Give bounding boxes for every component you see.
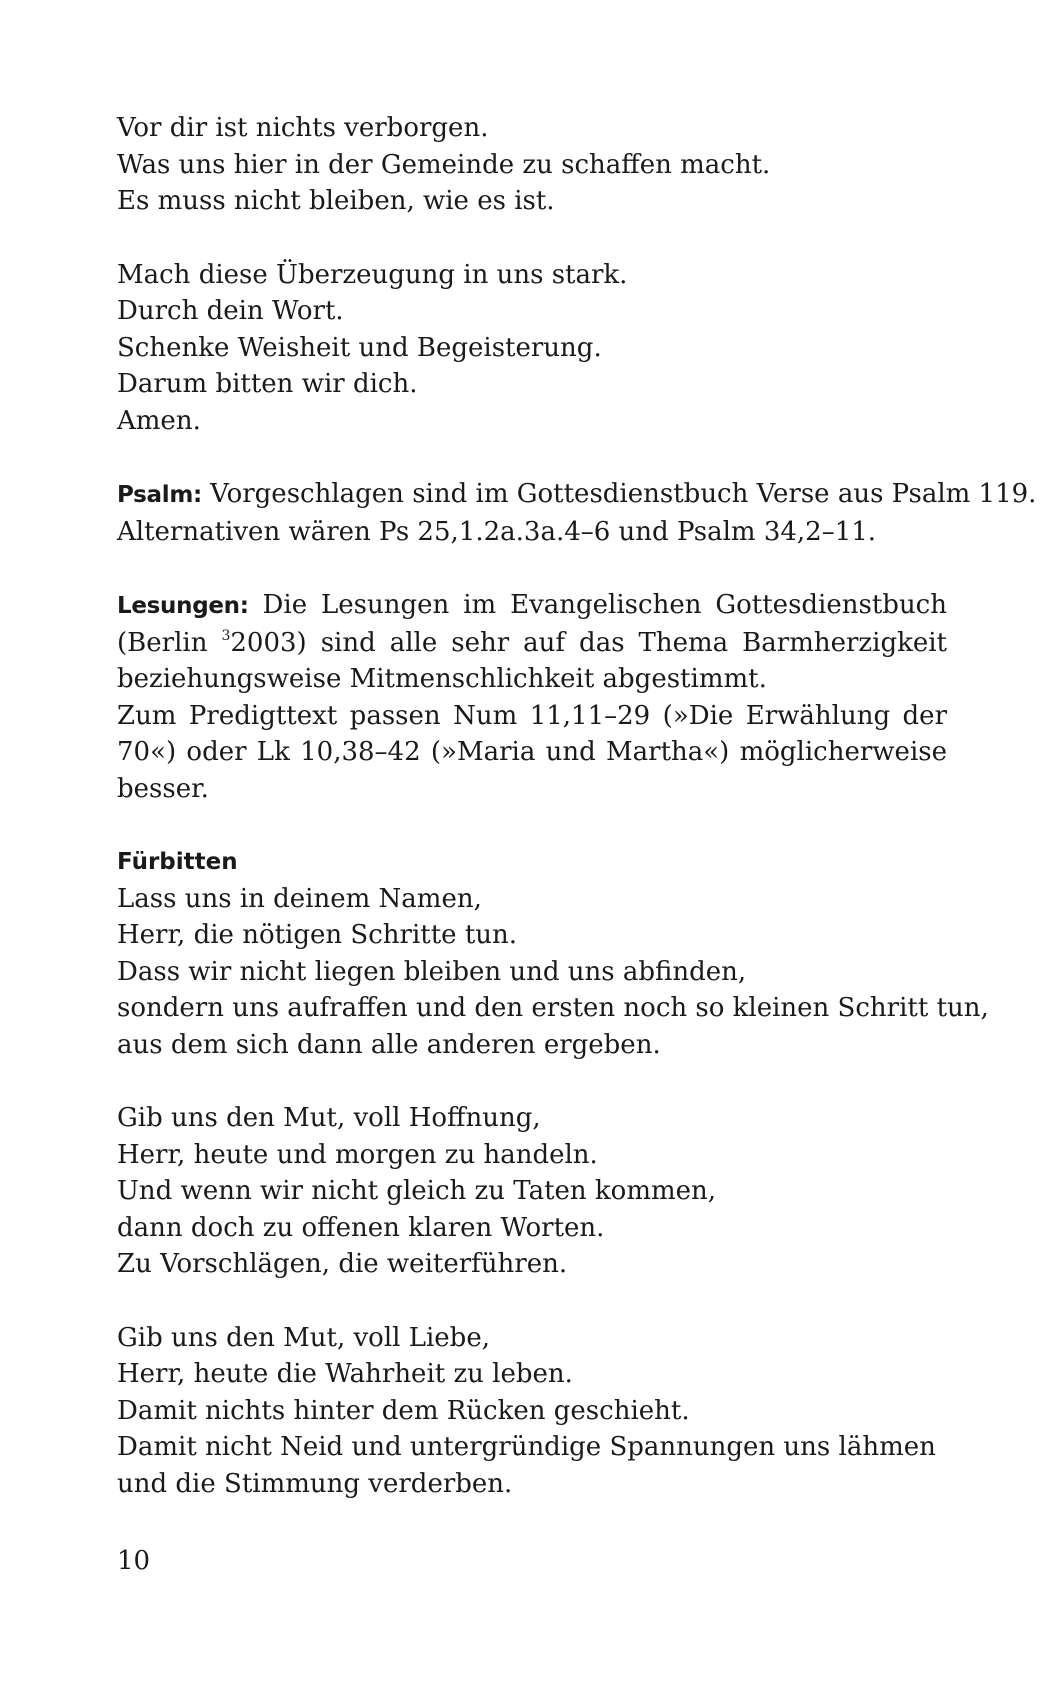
prayer-stanza-2: [117, 257, 947, 440]
fuerbitten-line: Gib uns den Mut, voll Hoffnung,: [117, 1103, 541, 1133]
lesungen-paragraph-2: Zum Predigttext passen Num 11,11–29 (»Die Erwählung der 70«) oder Lk 10,38–42 (»Maria und Martha«) möglicherweise besser.: [117, 700, 947, 804]
lesungen-paragraph-1: [117, 587, 947, 698]
prayer-stanza-1: [117, 110, 947, 220]
psalm-text: Vorgeschlagen sind im Gottesdienstbuch Verse aus Psalm 119.: [201, 479, 1037, 509]
fuerbitten-heading: Fürbitten: [117, 849, 238, 875]
fuerbitten-line: Lass uns in deinem Namen,: [117, 883, 482, 914]
fuerbitten-line: Dass wir nicht liegen bleiben und uns abfinden,: [117, 956, 747, 987]
fuerbitten-line: Damit nichts hinter dem Rücken geschieht.: [117, 1395, 690, 1426]
fuerbitten-line: Gib uns den Mut, voll Liebe,: [117, 1322, 490, 1353]
fuerbitten-line: und die Stimmung verderben.: [117, 1468, 513, 1499]
fuerbitten-stanza-1: [117, 881, 989, 1064]
fuerbitten-line: sondern uns aufraffen und den ersten noch so kleinen Schritt tun,: [117, 993, 989, 1023]
prayer-line: Schenke Weisheit und Begeisterung.: [117, 332, 602, 363]
prayer-line: Durch dein Wort.: [117, 296, 344, 326]
fuerbitten-stanza-2: [117, 1100, 947, 1283]
prayer-line: Es muss nicht bleiben, wie es ist.: [117, 186, 555, 216]
psalm-alternatives: Alternativen wären Ps 25,1.2a.3a.4–6 und Psalm 34,2–11.: [117, 516, 877, 547]
fuerbitten-line: Und wenn wir nicht gleich zu Taten kommen,: [117, 1176, 717, 1206]
fuerbitten-stanza-3: [117, 1320, 947, 1503]
fuerbitten-line: Zu Vorschlägen, die weiterführen.: [117, 1249, 568, 1279]
fuerbitten-line: aus dem sich dann alle anderen ergeben.: [117, 1029, 661, 1060]
prayer-line: Darum bitten wir dich.: [117, 369, 418, 399]
psalm-label: Psalm:: [117, 482, 202, 508]
lesungen-section: [117, 587, 947, 807]
fuerbitten-line: Herr, die nötigen Schritte tun.: [117, 920, 518, 950]
page-number: 10: [117, 1546, 151, 1576]
prayer-line: Mach diese Überzeugung in uns stark.: [117, 259, 628, 290]
fuerbitten-line: Herr, heute und morgen zu handeln.: [117, 1139, 598, 1170]
fuerbitten-line: dann doch zu offenen klaren Worten.: [117, 1212, 605, 1243]
lesungen-text-before: Die Lesungen im Evangelischen Gottesdienstbuch (Berlin: [117, 590, 947, 658]
fuerbitten-line: Herr, heute die Wahrheit zu leben.: [117, 1359, 573, 1389]
prayer-line: Vor dir ist nichts verborgen.: [117, 113, 489, 143]
prayer-line: Was uns hier in der Gemeinde zu schaffen macht.: [117, 149, 771, 180]
lesungen-text-after: 2003) sind alle sehr auf das Thema Barmherzigkeit beziehungsweise Mitmenschlichkeit abgestimmt.: [117, 627, 947, 694]
lesungen-label: Lesungen:: [117, 593, 249, 619]
psalm-section: [117, 476, 1037, 550]
fuerbitten-line: Damit nicht Neid und untergründige Spannungen uns lähmen: [117, 1432, 936, 1462]
page-content: [117, 110, 1037, 1539]
edition-superscript: 3: [221, 627, 231, 644]
prayer-line: Amen.: [117, 405, 201, 436]
